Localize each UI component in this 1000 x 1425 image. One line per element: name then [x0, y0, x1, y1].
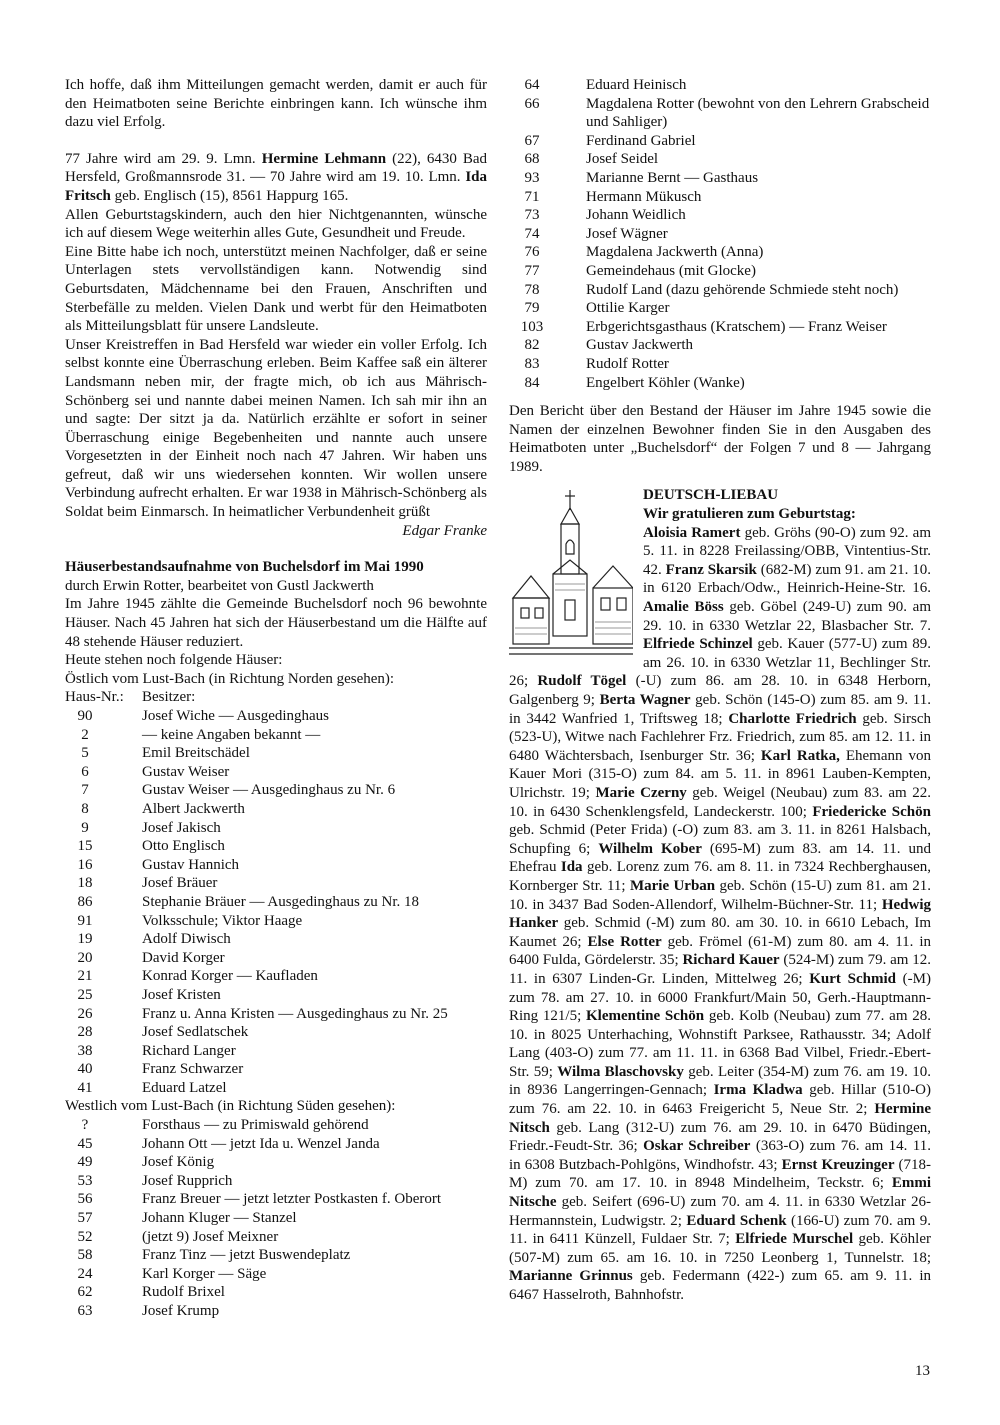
house-row — [509, 262, 931, 281]
house-row — [65, 1228, 487, 1247]
house-owner: Gustav Weiser — [142, 763, 230, 780]
birthday-paragraph: 77 Jahre wird am 29. 9. Lmn. Hermine Lehmann (22), 6430 Bad Hersfeld, Großmannsrode 31. — 70 Jahre wird am 19. 10. Lmn. Ida Fritsch geb. Englisch (15), 8561 Happurg 165. — [65, 150, 488, 204]
house-owner: Franz u. Anna Kristen — Ausgedinghaus zu Nr. 25 — [142, 1005, 448, 1022]
house-owner: Rudolf Rotter — [586, 355, 669, 372]
celebrant-details: geb. Seifert (696-U) zum 70. am 4. 11. in 6330 Wetzlar 26-Hermannstein, Ludwigstr. 2; — [509, 1194, 931, 1229]
house-number: 103 — [520, 318, 544, 335]
house-owner: Josef Bräuer — [142, 875, 218, 892]
house-number: ? — [81, 1117, 89, 1134]
celebrant-details: (166-U) zum 70. am 9. 11. in 6411 Künzell, Fuldaer Str. 7; — [509, 1212, 931, 1248]
house-row — [65, 1190, 487, 1209]
house-number: 82 — [524, 337, 540, 354]
house-owner: Richard Langer — [142, 1042, 236, 1059]
celebrant-details: geb. Weigel (Neubau) zum 83. am 22. 10. in 6430 Schenklengsfeld, Landeckerstr. 100; — [509, 784, 931, 820]
house-row — [65, 800, 487, 819]
house-row — [65, 874, 487, 893]
house-owner: Adolf Diwisch — [142, 931, 231, 948]
celebrant-name: Wilhelm Kober — [598, 840, 702, 857]
house-owner: Josef Jakisch — [142, 819, 221, 836]
house-number: 53 — [77, 1172, 93, 1189]
house-number: 38 — [77, 1042, 93, 1059]
house-number: 9 — [81, 819, 89, 836]
west-heading: Westlich vom Lust-Bach (in Richtung Süden gesehen): — [65, 1098, 396, 1115]
house-row — [65, 837, 487, 856]
birthday-name: Hermine Lehmann — [261, 150, 387, 167]
celebrant-details: geb. Leiter (354-M) zum 76. am 19. 10. in 8936 Langerringen-Gennach; — [509, 1063, 931, 1099]
house-owner: Gustav Weiser — Ausgedinghaus zu Nr. 6 — [142, 782, 396, 799]
house-row — [65, 1265, 487, 1284]
house-row — [65, 1042, 487, 1061]
house-number: 66 — [524, 95, 540, 112]
house-row — [65, 986, 487, 1005]
celebrant-name: Aloisia Ramert — [643, 524, 741, 541]
house-owner: Rudolf Brixel — [142, 1284, 225, 1301]
house-row — [509, 374, 931, 393]
house-number: 57 — [77, 1210, 93, 1227]
celebrant-details: geb. Schön (145-O) zum 85. am 9. 11. in 3442 Wanfried 1, Triftsweg 18; — [509, 692, 931, 727]
house-number: 68 — [524, 151, 540, 168]
celebrant-details: Ehemann von Kauer Mori (315-O) zum 84. am 5. 11. in 8961 Lauben-Kempten, Ulrichstr. 19; — [509, 747, 931, 801]
celebrant-details: geb. Schmid (-M) zum 80. am 30. 10. in 6610 Lebach, Im Kaumet 26; — [509, 915, 931, 950]
house-number: 93 — [524, 169, 540, 186]
request-paragraph: Eine Bitte habe ich noch, unterstützt meinen Nachfolger, daß er seine Unterlagen stets vervollständigen kann. Notwendig sind Geburtsdaten, Mädchenname bei den Frauen, Anschriften und Sterbefälle zu melden. Vielen Dank und werbt für den Heimatboten als Mitteilungsblatt für unsere Landsleute. — [65, 243, 487, 335]
celebrant-details: geb. Frömel (61-M) zum 80. am 4. 11. in 6400 Fulda, Gördelerstr. 35; — [509, 933, 931, 969]
house-row — [65, 1005, 487, 1024]
survey-byline: durch Erwin Rotter, bearbeitet von Gustl Jackwerth — [65, 577, 374, 594]
house-number: 19 — [77, 931, 93, 948]
left-column — [65, 76, 487, 1321]
house-row — [509, 299, 931, 318]
house-owner: Franz Breuer — jetzt letzter Postkasten f. Oberort — [142, 1191, 442, 1208]
house-number: 21 — [77, 968, 93, 985]
celebrant-name: Hermine Nitsch — [509, 1101, 931, 1136]
house-number: 76 — [524, 244, 540, 261]
house-owner: Erbgerichtsgasthaus (Kratschem) — Franz Weiser — [586, 318, 887, 335]
celebrant-name: Charlotte Friedrich — [728, 710, 857, 727]
house-row — [65, 726, 487, 745]
church-village-illustration — [509, 488, 633, 660]
west-house-list — [65, 1116, 487, 1321]
celebrant-details: geb. Kauer (577-U) zum 89. am 26. 10. in 6330 Wetzlar 11, Bechlinger Str. 26; — [509, 636, 931, 690]
house-row — [65, 1209, 487, 1228]
celebrant-details: geb. Kolb (Neubau) zum 77. am 28. 10. in 8025 Unterhaching, Wohnstift Parksee, Rathausstr. 34; Adolf Lang (403-O) zum 77. am 11. 11. in 6368 Bad Vilbel, Friedr.-Ebert-Str. 59; — [509, 1008, 931, 1080]
celebrant-name: Wilma Blaschovsky — [557, 1063, 684, 1080]
celebrant-name: Marianne Grinnus — [509, 1268, 633, 1285]
signature-line — [65, 522, 487, 541]
celebrant-name: Oskar Schreiber — [643, 1138, 751, 1155]
celebrant-details: (524-M) zum 79. am 12. 11. in 6307 Linden-Gr. Linden, Mittelweg 26; — [509, 952, 931, 987]
house-row — [65, 893, 487, 912]
house-number: 79 — [524, 300, 540, 317]
celebrant-details: (695-M) zum 83. am 14. 11. und Ehefrau — [509, 840, 931, 876]
house-owner: Josef Seidel — [586, 151, 659, 168]
house-row — [65, 744, 487, 763]
house-owner: Ferdinand Gabriel — [586, 132, 696, 149]
house-owner: Emil Breitschädel — [142, 745, 250, 762]
birthday-name: Ida Fritsch — [65, 169, 488, 204]
house-owner: — keine Angaben bekannt — — [142, 726, 321, 743]
celebrant-details: (363-O) zum 76. am 14. 11. in 6308 Butzbach-Pohlgöns, Windhofstr. 43; — [509, 1138, 931, 1173]
house-row — [65, 1172, 487, 1191]
signature: Edgar Franke — [402, 522, 487, 539]
intro-paragraph: Ich hoffe, daß ihm Mitteilungen gemacht werden, damit er auch für den Heimatboten seine Berichte einbringen kann. Ich wünsche ihm dazu viel Erfolg. — [65, 77, 487, 131]
house-owner: Gustav Jackwerth — [586, 337, 694, 354]
celebrant-details: geb. Gröhs (90-O) zum 92. am 5. 11. in 8228 Freilassing/OBB, Vintentius-Str. 42. — [643, 524, 932, 578]
house-owner: Franz Schwarzer — [142, 1061, 244, 1078]
house-row — [65, 707, 487, 726]
celebrant-name: Marie Urban — [629, 877, 716, 894]
house-row — [65, 763, 487, 782]
house-owner: Magdalena Jackwerth (Anna) — [586, 244, 764, 261]
house-number: 91 — [77, 912, 93, 929]
house-row — [509, 225, 931, 244]
celebrant-name: Ida — [560, 859, 583, 876]
east-heading: Östlich vom Lust-Bach (in Richtung Norden gesehen): — [65, 670, 395, 687]
house-row — [65, 1135, 487, 1154]
house-row — [509, 336, 931, 355]
house-owner: Josef Wiche — Ausgedinghaus — [142, 708, 330, 724]
celebrant-name: Rudolf Tögel — [537, 673, 627, 690]
houses-intro: Heute stehen noch folgende Häuser: — [65, 652, 283, 669]
house-number: 40 — [77, 1061, 93, 1078]
house-number: 26 — [77, 1005, 93, 1022]
celebrant-details: geb. Schön (15-U) zum 81. am 21. 10. in 3437 Bad Soden-Allendorf, Wilhelm-Büchner-Str. 11; — [509, 877, 931, 913]
house-owner: Josef Sedlatschek — [142, 1024, 249, 1041]
house-owner: Johann Weidlich — [586, 207, 686, 224]
celebrant-name: Karl Ratka, — [760, 747, 840, 764]
house-owner: Josef Wägner — [586, 225, 668, 242]
survey-text: Im Jahre 1945 zählte die Gemeinde Buchelsdorf noch 96 bewohnte Häuser. Nach 45 Jahren hat sich der Häuserbestand um die Hälfte auf 48 stehende Häuser reduziert. — [65, 596, 487, 650]
continued-house-list — [509, 76, 931, 392]
celebrant-details: geb. Lorenz zum 76. am 8. 11. in 7324 Rechberghausen, Kornberger Str. 11; — [509, 859, 932, 894]
report-paragraph: Den Bericht über den Bestand der Häuser im Jahre 1945 sowie die Namen der einzelnen Bewohner finden Sie in den Ausgaben des Heimatboten unter „Buchelsdorf“ der Folgen 7 und 8 — Jahrgang 1989. — [509, 403, 931, 475]
house-row — [509, 188, 931, 207]
house-row — [509, 95, 931, 132]
deutsch-liebau-title: DEUTSCH-LIEBAU — [643, 487, 779, 504]
celebrant-name: Ernst Kreuzinger — [781, 1156, 895, 1173]
celebrant-details: geb. Köhler (507-M) zum 65. am 16. 10. in 7250 Leonberg 1, Tunnelstr. 18; — [509, 1231, 932, 1266]
house-owner: Marianne Bernt — Gasthaus — [586, 169, 759, 186]
house-owner: Konrad Korger — Kaufladen — [142, 968, 318, 985]
house-number: 64 — [524, 77, 540, 93]
house-row — [65, 1246, 487, 1265]
house-row — [65, 856, 487, 875]
east-house-list — [65, 707, 487, 1097]
house-number: 73 — [524, 207, 540, 224]
celebrant-name: Friedericke Schön — [812, 803, 931, 820]
house-row — [509, 132, 931, 151]
house-number: 74 — [524, 225, 540, 242]
celebrant-details: geb. Schmid (Peter Frida) (-O) zum 83. am 3. 11. in 8261 Halsbach, Schupfing 6; — [509, 822, 931, 857]
house-number: 52 — [77, 1228, 93, 1245]
house-owner: Rudolf Land (dazu gehörende Schmiede steht noch) — [586, 281, 899, 298]
house-owner: Karl Korger — Säge — [142, 1265, 267, 1282]
celebrant-name: Marie Czerny — [595, 784, 687, 801]
house-owner: Ottilie Karger — [586, 300, 670, 317]
celebrant-name: Kurt Schmid — [809, 970, 896, 987]
celebrant-name: Elfriede Murschel — [735, 1231, 854, 1248]
house-row — [509, 150, 931, 169]
house-row — [65, 819, 487, 838]
house-row — [509, 206, 931, 225]
house-owner: Eduard Heinisch — [586, 77, 687, 93]
celebrant-details: (718-M) zum 70. am 17. 10. in 8948 Mindelheim, Teckstr. 6; — [509, 1156, 931, 1192]
house-number: 15 — [77, 838, 93, 855]
house-owner: David Korger — [142, 949, 225, 966]
celebrant-name: Amalie Böss — [643, 599, 724, 616]
house-row — [65, 1023, 487, 1042]
celebrant-details: (-U) zum 86. am 28. 10. in 6348 Herborn, Galgenberg 9; — [509, 673, 931, 708]
house-row — [509, 281, 931, 300]
celebrant-details: (-M) zum 78. am 27. 10. in 6000 Frankfurt/Main 50, Gerh.-Hauptmann-Ring 121/5; — [509, 970, 931, 1025]
house-number: 63 — [77, 1303, 93, 1319]
house-number: 67 — [524, 132, 540, 149]
house-number: 18 — [77, 875, 93, 892]
house-number: 2 — [81, 726, 89, 743]
house-row — [65, 1079, 487, 1098]
house-number: 28 — [77, 1024, 93, 1041]
house-number: 58 — [77, 1247, 93, 1264]
house-row — [65, 912, 487, 931]
house-row — [509, 355, 931, 374]
survey-title: Häuserbestandsaufnahme von Buchelsdorf im Mai 1990 — [65, 559, 424, 576]
house-number: 84 — [524, 374, 540, 391]
house-number: 6 — [81, 763, 89, 780]
right-column — [509, 76, 931, 1305]
house-owner: Engelbert Köhler (Wanke) — [586, 374, 745, 391]
house-number: 7 — [81, 782, 89, 799]
story-paragraph: Unser Kreistreffen in Bad Hersfeld war wieder ein voller Erfolg. Ich selbst konnte eine Überraschung erleben. Beim Kaffee saß ein älterer Landsmann neben mir, der fragte mich, ob ich aus Mährisch-Schönberg sei und nannte dabei meinen Namen. Ich sah mir ihn an und sagte: Der sitzt ja da. Natürlich erzählte er sofort in seiner Überraschung einige Begebenheiten und nannte auch unsere Vorgesetzten in der Einheit noch nach 47 Jahren. Wir haben uns gefreut, daß wir uns wiedersehen konnten. Wir wollen unsere Verbindung aufrecht erhalten. Er war 1938 in Mährisch-Schönberg als Soldat beim Einmarsch. In heimatlicher Verbundenheit grüßt — [65, 336, 487, 521]
house-owner: (jetzt 9) Josef Meixner — [142, 1228, 279, 1245]
house-row — [65, 967, 487, 986]
house-table-header — [65, 688, 487, 707]
house-owner: Josef Kristen — [142, 986, 221, 1003]
house-number: 86 — [77, 893, 93, 910]
greeting-paragraph: Allen Geburtstagskindern, auch den hier Nichtgenannten, wünsche ich auf diesem Wege weiterhin alles Gute, Gesundheit und Freude. — [65, 206, 487, 242]
house-owner: Magdalena Rotter (bewohnt von den Lehrern Grabscheid und Sahliger) — [586, 95, 930, 131]
house-owner: Otto Englisch — [142, 838, 225, 855]
column-header-owner: Besitzer: — [142, 689, 196, 706]
house-owner: Josef König — [142, 1154, 215, 1171]
house-owner: Franz Tinz — jetzt Buswendeplatz — [142, 1247, 351, 1264]
celebrant-details: geb. Federmann (422-) zum 65. am 9. 11. in 6467 Hasselroth, Bahnhofstr. — [509, 1268, 931, 1303]
house-number: 20 — [77, 949, 93, 966]
house-number: 5 — [81, 745, 89, 762]
celebrant-name: Berta Wagner — [599, 692, 691, 708]
celebrant-name: Eduard Schenk — [686, 1212, 787, 1229]
celebrant-details: geb. Hillar (510-O) zum 76. am 22. 10. in 6463 Freigericht 5, Neue Str. 2; — [509, 1082, 932, 1118]
house-number: 56 — [77, 1191, 93, 1208]
celebrant-details: geb. Göbel (249-U) zum 90. am 29. 10. in 6330 Wetzlar 22, Blasbacher Str. 7. — [643, 599, 931, 634]
column-header-number: Haus-Nr.: — [65, 689, 124, 706]
house-number: 45 — [77, 1135, 93, 1152]
house-row — [65, 1153, 487, 1172]
house-number: 25 — [77, 986, 93, 1003]
house-row — [65, 949, 487, 968]
house-number: 8 — [81, 800, 89, 817]
house-number: 24 — [77, 1265, 93, 1282]
house-owner: Stephanie Bräuer — Ausgedinghaus zu Nr. 18 — [142, 893, 420, 910]
house-number: 78 — [524, 281, 540, 298]
celebrant-name: Else Rotter — [587, 933, 662, 950]
house-number: 71 — [524, 188, 540, 205]
house-number: 62 — [77, 1284, 93, 1301]
celebrant-name: Franz Skarsik — [665, 561, 757, 578]
house-owner: Gustav Hannich — [142, 856, 240, 873]
house-number: 16 — [77, 856, 93, 873]
house-row — [65, 1060, 487, 1079]
house-row — [509, 76, 931, 95]
page-number: 13 — [915, 1363, 930, 1379]
house-owner: Johann Ott — jetzt Ida u. Wenzel Janda — [142, 1135, 380, 1152]
house-row — [509, 318, 931, 337]
celebrant-name: Hedwig Hanker — [509, 896, 931, 932]
house-row — [65, 930, 487, 949]
celebrant-details: geb. Lang (312-U) zum 76. am 29. 10. in 6470 Büdingen, Friedr.-Feudt-Str. 36; — [509, 1119, 931, 1155]
house-row — [509, 243, 931, 262]
house-number: 41 — [77, 1079, 93, 1096]
house-owner: Johann Kluger — Stanzel — [142, 1210, 297, 1227]
house-number: 83 — [524, 355, 540, 372]
house-number: 49 — [77, 1154, 93, 1171]
celebrant-name: Richard Kauer — [682, 952, 780, 969]
house-owner: Hermann Mükusch — [586, 188, 702, 205]
celebrant-name: Elfriede Schinzel — [643, 636, 753, 653]
house-owner: Forsthaus — zu Primiswald gehörend — [142, 1117, 369, 1134]
house-owner: Josef Rupprich — [142, 1172, 233, 1189]
house-owner: Eduard Latzel — [142, 1079, 227, 1096]
house-number: 77 — [524, 262, 540, 279]
house-owner: Volksschule; Viktor Haage — [142, 912, 303, 929]
house-row — [509, 169, 931, 188]
celebrant-name: Irma Kladwa — [713, 1082, 803, 1099]
house-owner: Gemeindehaus (mit Glocke) — [586, 262, 756, 279]
house-owner: Josef Krump — [142, 1303, 220, 1319]
house-row — [65, 781, 487, 800]
house-row — [65, 1283, 487, 1302]
house-number: 90 — [77, 708, 93, 724]
celebrant-name: Emmi Nitsche — [509, 1175, 931, 1211]
house-row — [65, 1302, 487, 1321]
celebrant-name: Klementine Schön — [586, 1008, 705, 1025]
house-row — [65, 1116, 487, 1135]
celebrant-details: (682-M) zum 91. am 21. 10. in 6120 Erbach/Odw., Heinrich-Heine-Str. 16. — [643, 561, 931, 597]
deutsch-liebau-subtitle: Wir gratulieren zum Geburtstag: — [643, 506, 856, 523]
house-owner: Albert Jackwerth — [142, 800, 245, 817]
celebrant-details: geb. Sirsch (523-U), Witwe nach Fachlehrer Frz. Friedrich, zum 85. am 12. 11. in 6480 Wächtersbach, Isenburger Str. 36; — [509, 710, 931, 764]
